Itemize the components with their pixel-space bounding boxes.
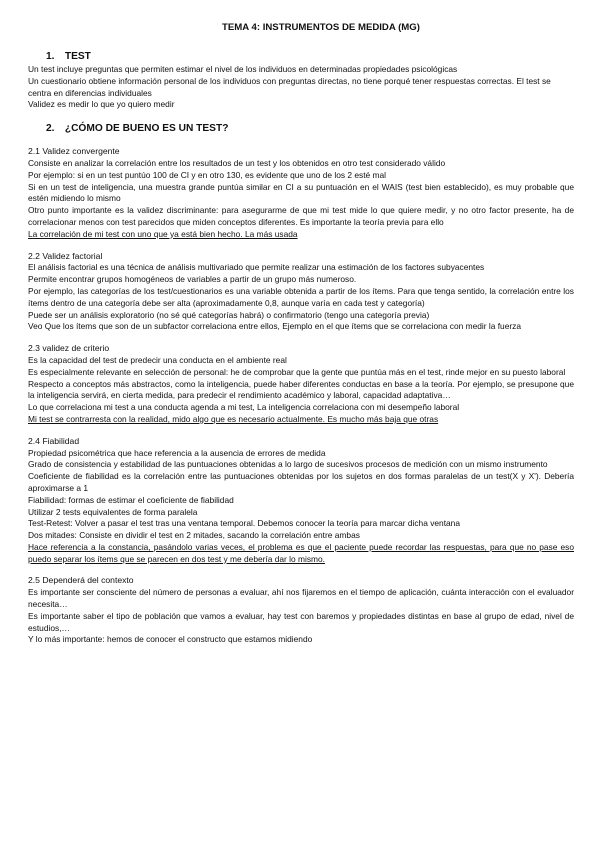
paragraph: Permite encontrar grupos homogéneos de variables a partir de un grupo más numeroso. <box>28 274 357 285</box>
paragraph: Un cuestionario obtiene información personal de los individuos con preguntas directas, no tiene porqué tener respuestas correctas. El test se centra en diferencias individuales <box>28 75 551 98</box>
paragraph: Puede ser un análisis exploratorio (no sé qué categorías habrá) o confirmatorio (tengo una categoría previa) <box>28 309 430 320</box>
subsection-heading: 2.5 Dependerá del contexto <box>28 575 134 586</box>
paragraph: Es especialmente relevante en selección de personal: he de comprobar que la gente que puntúa más en el test, rinde mejor en su puesto laboral <box>28 366 566 377</box>
paragraph: Y lo más importante: hemos de conocer el constructo que estamos midiendo <box>28 634 313 645</box>
paragraph: Si en un test de inteligencia, una muestra grande puntúa similar en CI a su puntuación en el WAIS (test bien establecido), es muy probable que estén midiendo lo mismo <box>28 181 574 204</box>
section-number: 1. <box>46 51 55 62</box>
paragraph: Consiste en analizar la correlación entre los resultados de un test y los obtenidos en otro test considerado válido <box>28 157 446 168</box>
underlined-note: La correlación de mi test con uno que ya está bien hecho. La más usada <box>28 228 298 239</box>
paragraph: Lo que correlaciona mi test a una conducta agenda a mi test, La inteligencia correlaciona con mi desempeño laboral <box>28 402 460 413</box>
paragraph: Test-Retest: Volver a pasar el test tras una ventana temporal. Debemos conocer la teoría para marcar dicha ventana <box>28 518 461 529</box>
paragraph: Propiedad psicométrica que hace referencia a la ausencia de errores de medida <box>28 447 326 458</box>
paragraph: Es la capacidad del test de predecir una conducta en el ambiente real <box>28 354 287 365</box>
subsection-heading: 2.2 Validez factorial <box>28 250 103 261</box>
paragraph: Fiabilidad: formas de estimar el coeficiente de fiabilidad <box>28 494 234 505</box>
paragraph: Es importante saber el tipo de población que vamos a evaluar, hay test con baremos y propiedades distintas en base al grupo de edad, nivel de estudios,… <box>28 610 574 633</box>
paragraph: Por ejemplo, las categorías de los test/cuestionarios es una variable obtenida a partir de los ítems. Para que tenga sentido, la correlación entre los ítems dentro de una categoría debe ser alta (aproximadamente 0,8, aunque varía en cada test y categoría) <box>28 285 574 308</box>
document-content <box>28 22 574 646</box>
subsection-heading: 2.3 validez de criterio <box>28 343 110 354</box>
paragraph: Coeficiente de fiabilidad es la correlación entre las puntuaciones obtenidas por los sujetos en dos formas paralelas de un test(X y X'). Debería aproximarse a 1 <box>28 471 574 493</box>
section-number: 2. <box>46 123 55 135</box>
paragraph: Respecto a conceptos más abstractos, como la inteligencia, puede haber diferentes conductas en base a la teoría. Por ejemplo, se presupone que la inteligencia servirá, en cierta medida, para predecir el rendimiento académico y laboral, capacidad adaptativa… <box>28 378 574 401</box>
subsection-heading: 2.1 Validez convergente <box>28 146 120 157</box>
section-title: TEST <box>64 51 91 62</box>
section-heading-test <box>46 50 574 63</box>
paragraph: Grado de consistencia y estabilidad de las puntuaciones obtenidas a lo largo de sucesivos procesos de medición con un mismo instrumento <box>28 459 548 470</box>
paragraph: Otro punto importante es la validez discriminante: para asegurarme de que mi test mide lo que quiere medir, y no otro factor presente, ha de correlacionar menos con test parecidos que miden conceptos diferentes. Es importante la teoría previa para ello <box>28 205 574 227</box>
paragraph: El análisis factorial es una técnica de análisis multivariado que permite realizar una estimación de los factores subyacentes <box>28 262 485 273</box>
document-title: TEMA 4: INSTRUMENTOS DE MEDIDA (MG) <box>222 22 420 33</box>
paragraph: Veo Que los ítems que son de un subfactor correlaciona entre ellos, Ejemplo en el que ítems que se correlaciona con medir la fuerza <box>28 321 522 332</box>
paragraph: Por ejemplo: si en un test puntúo 100 de CI y en otro 130, es evidente que uno de los 2 esté mal <box>28 169 387 180</box>
section-title: ¿CÓMO DE BUENO ES UN TEST? <box>64 123 229 135</box>
paragraph: Utilizar 2 tests equivalentes de forma paralela <box>28 506 198 517</box>
paragraph: Es importante ser consciente del número de personas a evaluar, ahí nos fijaremos en el tiempo de aplicación, cuánta interacción con el evaluador necesita… <box>28 587 574 610</box>
section-heading-como-de-bueno <box>46 122 574 135</box>
subsection-heading: 2.4 Fiabilidad <box>28 435 80 446</box>
underlined-note: Mi test se contrarresta con la realidad, mido algo que es necesario actualmente. Es mucho más baja que otras <box>28 413 439 424</box>
paragraph: Un test incluye preguntas que permiten estimar el nivel de los individuos en determinadas propiedades psicológicas <box>28 64 458 74</box>
paragraph: Dos mitades: Consiste en dividir el test en 2 mitades, sacando la correlación entre ambas <box>28 530 360 541</box>
paragraph: Validez es medir lo que yo quiero medir <box>28 99 175 110</box>
underlined-note: Hace referencia a la constancia, pasándolo varias veces, el problema es que el paciente puede recordar las respuestas, para que no pase eso puedo separar los ítems que se parecen en dos test y me debería dar lo mismo. <box>28 541 574 564</box>
